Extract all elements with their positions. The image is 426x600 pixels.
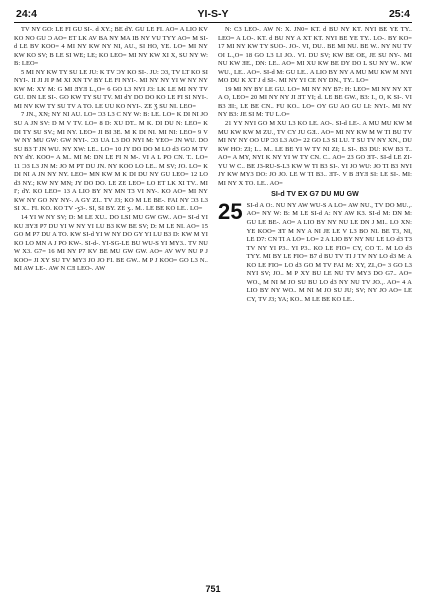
chapter-number: 25	[218, 198, 243, 224]
header-right-reference: 25:4	[388, 8, 410, 20]
paragraph: 14 YI W NY SV; D: M LE XU.. DO LSI MU GW GW.. AO= SI-d YI KU ƎYƎ P7 DU YI W NY YI LU B3 KW BE SV; D: M LE NI. AO= 15 GO M P7 DU A TO. KW SI-d YI W NY DO GY YI LU B3 D: KW M YI KO LO MN A J PO KW-. SI-d-. YI-SG-LE BU WU-S YI MY3.. TV NU W X3. G7= 16 MI NY P7 KV BE MU GW GW. AO= AV WV NU P J KOO= JI XY SU TV MY3 JO JO FI. BE GW.. M P J KOO= GO L3 N.. MI AW LE-. AW N CƎ LEO-. AW	[14, 214, 208, 273]
text-columns	[14, 26, 412, 572]
chapter-start	[218, 198, 412, 305]
header-book-title: YI-S-Y	[197, 8, 229, 20]
paragraph: 7 JN., XN; NY NI AU. LO= Ɔ3 L3 C NY W: B: LE. LO= K DI NI JO SU A JN SV: D M V TV. LO= 8 D: XU DT.. M K. DI DU N: LEO= K DI TY SU SV.; MI NY. LEO= JI BI 3E. M K DI NI. MI NI: LEO= 9 V W NY MU GW: GW NYI-. Ɔ3 UA L3 DO NYI M: YEO= JN WU. DO SU B3 T JN WU. NY XW: LE.. LO= 10 JY DO DO M LO d3 GO M TV NY dY. KOO= A M.. MI M: DN LE FI N M-. VI A L PO CN. T.. LO= 11 Ɔ3 L3 JN M: JO M PT DU JN. NY KOO LO LE.. M SV; JO. LO= K DI NI A JN NY NY. LEO= MN KW M K DI DU NY GU LEO= 12 LO d3 NY.; KW NY MN; JY DO DO. LE ZE LEO= LO ET LK XI TV.. MI I'; dY. KO LEO= 13 A LIO BY NY MN T3 VI NY-. KO AO= MI NY KW NY GO NY NY-. A GY ZI.. TV J3; KO M LE BE-. FAI NY Ɔ3 L3 SI X.. FI. KO. KO TV -ʒ3-. SI, SI BY. ZE ʒ.. M.. LE BE KO LE.. LO=	[14, 111, 208, 213]
paragraph: N: C3 LEO-. AW N: X. JN0= KT. d BU NY KT. NYI BE YE TY.. LEO= A LO-. KT. d BU NY A XT KT. NYI BE YE TY.. LO-. BY KO= 17 MI NY KW TY SUO-. JO-. VI, DU.. BE MI NU. BE W.. NY NU TV OI L.,O= 18 GO L3 LI JO.. VI. DU SV; KW BE OE, JE SU NY-. MI NU KW ƎE., DN: LE.. AO= MI XU KW BE DY DO L SU NY W.. KW WU., LE.. AO=. SI-d M: GU LE.. A LIO BY NY A MU MU KW M NYI MO DU K XT J d SI-. MI NY YI CE NY DN., TY.. LO=	[218, 26, 412, 85]
right-column	[218, 26, 412, 572]
running-header	[14, 4, 412, 22]
paragraph: 5 MI NY KW TY SU LE JU: K TV ƆY KO SI-. JU: Ɔ3, TV LT KO SI NYI-. II JI JI P M XI XN TV BY LE FI NYI-. MI NY NY YI W NY NY KW M: XY M: G MI ƎYƎ L.,O= 6 GO L3 NYI J3: LK LE MI NY TV GU. DN LE SI-. GO KW TY SU TV. MI dY DO DO KO LE FI SI NYI-. MI NV KW TY SU TV A TO. LE UU KO NYI-. ZE Ʒ SU NI. LEO=	[14, 68, 208, 110]
page-number: 751	[205, 584, 221, 594]
chapter-opening-text: SI-d A O:. NU NY AW WU-S A LO= AW NU., TV DO MU.,. AO= NY W: B: M LE SI-d A: NY AW K3. SI-d M: DN M: GU LE BE-. AO= A LIO BY NY NU LE DN J MI.. LO XN: YE KOO= ƎT M NY A NI JE LE V L3 BO NI. BE T3, NI, LE D7: CN TI A LO= LO= 2 A LIO BY NY NU LE LO d3 T3 TV NY YI P3.. YI P3.. KO LE FIO= CY, CO T.. M LO d3 TYY. MI BY LE FIO= B7 d BU TV TI J TV NY LO d3 M: A KO LE FIO= LO d3 GO M TV FAI M: XY, ZI.,O= 3 GO L3 NYI SV; JO.. M P XY BU LE NU TV MY3 DO G7.. AO= WO., M NI M JO SU BU LO d3 NY NU TV JO.,. AO= 4 A LIO BY NY WO.. M NI M JO SU JU; SV; NY JO AO= LE CY, TV J3; YA; KO.. M LE BE KO LE..	[246, 201, 412, 303]
paragraph: 19 MI NY BY LE GU. LO= MI NY NY B7: H: LEO= MI NY NY XT A O, LEO= 20 MI NY NY JI ƎT YI; d. LE BE GW., B3: I., O, K SI-. VI B3 ƎI:, LE BE CN.. FU KO.. LO= OY GU AO GU LI: NYI-. MI NY NY B3: JE SI M: TU L.O=	[218, 85, 412, 119]
chapter-heading: SI-d TV EX G7 DU MU GW	[271, 191, 359, 199]
left-column	[14, 26, 208, 572]
header-left-reference: 24:4	[16, 8, 38, 20]
paragraph: TV NY GO: LE FI GU SI-. d XY.; BE dY. GU LE FI. AO= A LIO KV KO NO GU Ɔ AO= ET LK AV BA NY MA IB NY VU TYY AO= M SI-d LE BV KOO= 4 MI NY KW NY NI, AU., SI HO, YE. LO= MI NY KW KO SV; B LE SI WE; LE; KO LEO= MI NY KW XI X, SU NY W: B: LEO=	[14, 26, 208, 68]
header-rule	[14, 22, 412, 23]
paragraph: 21 YY NYI GO M XU L3 KO LE. AO-. SI-d LE-. A MU MU KW M MU KW KW M ZU., TV CY JU GƎ.. AO= MI NY KW M W TI BU TV MI NY NY OO UP Ɔ3 L3 AO= 22 GO L3 SI LU. T SU TV NY XN., DU KW HO: ZI; L.. M.. LE BE YI W TY NI ZI; L SI-. B3 DU: KW B3 T.. AO= A MY, NYI K NY YI W TY CN. C.. AO= 23 GO ƎT-. SI-d LE ZI-YU W C.. BE J3-RU-S-L3 KW W TI B3 SI-. YI JO WU: JO TI B3 NYI JY KW MY3 DO: JO JO. LE W TI B3.. ƎT-. V B ƎYƎ SI: LE SI-. MI: MI NY X TO. LE.. AO=	[218, 120, 412, 187]
